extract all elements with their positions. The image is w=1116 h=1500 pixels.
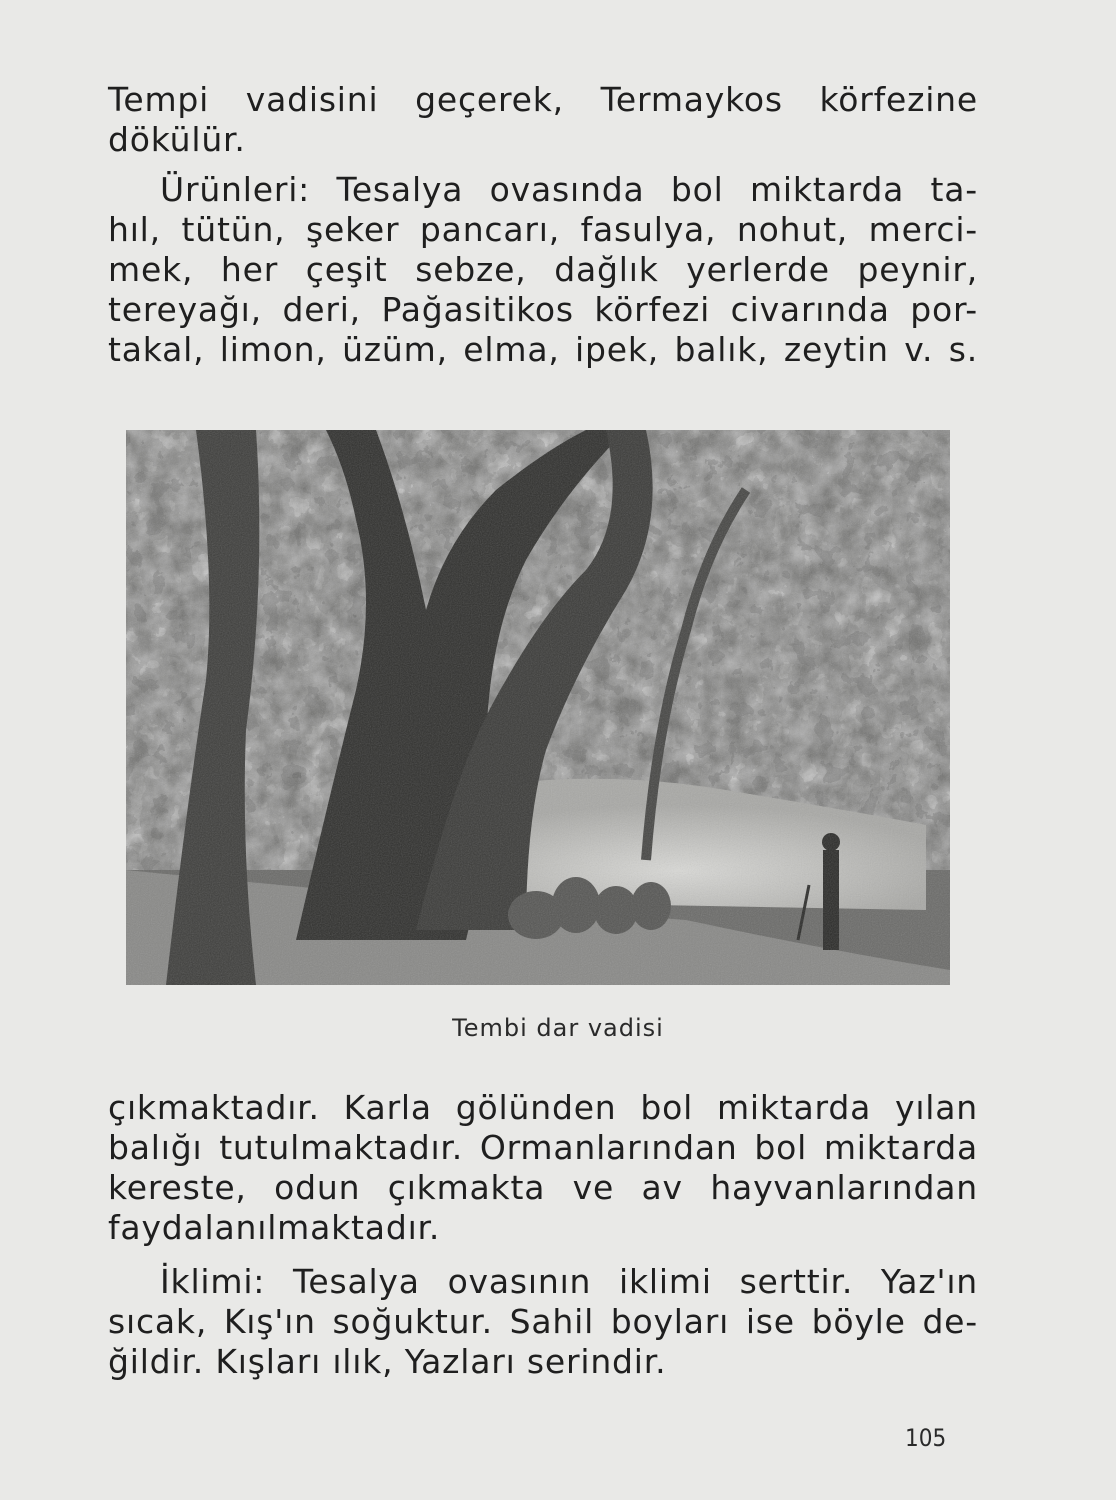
text-line: Tempi vadisini geçerek, Termaykos körfezine <box>108 80 978 119</box>
text-line: tereyağı, deri, Pağasitikos körfezi civarında por- <box>108 290 978 329</box>
paragraph-top <box>108 80 978 160</box>
text-line: takal, limon, üzüm, elma, ipek, balık, zeytin v. s. <box>108 330 978 369</box>
text-line: ğildir. Kışları ılık, Yazları serindir. <box>108 1342 667 1381</box>
paragraph-products <box>108 170 978 370</box>
photo-tembi-valley <box>126 430 950 985</box>
text-line: çıkmaktadır. Karla gölünden bol miktarda yılan <box>108 1088 978 1127</box>
text-line: hıl, tütün, şeker pancarı, fasulya, nohut, merci- <box>108 210 978 249</box>
paragraph-climate <box>108 1262 978 1382</box>
text-line: dökülür. <box>108 120 246 159</box>
text-line: kereste, odun çıkmakta ve av hayvanlarından <box>108 1168 978 1207</box>
text-line: faydalanılmaktadır. <box>108 1208 441 1247</box>
text-line: sıcak, Kış'ın soğuktur. Sahil boyları ise böyle de- <box>108 1302 978 1341</box>
page-number: 105 <box>905 1424 947 1452</box>
text-line: mek, her çeşit sebze, dağlık yerlerde peynir, <box>108 250 978 289</box>
photo-illustration <box>126 430 950 985</box>
text-line: balığı tutulmaktadır. Ormanlarından bol miktarda <box>108 1128 978 1167</box>
figure-caption: Tembi dar vadisi <box>452 1014 664 1042</box>
paragraph-continued <box>108 1088 978 1248</box>
text-line: İklimi: Tesalya ovasının iklimi serttir. Yaz'ın <box>160 1262 978 1301</box>
text-line: Ürünleri: Tesalya ovasında bol miktarda ta- <box>160 170 978 209</box>
